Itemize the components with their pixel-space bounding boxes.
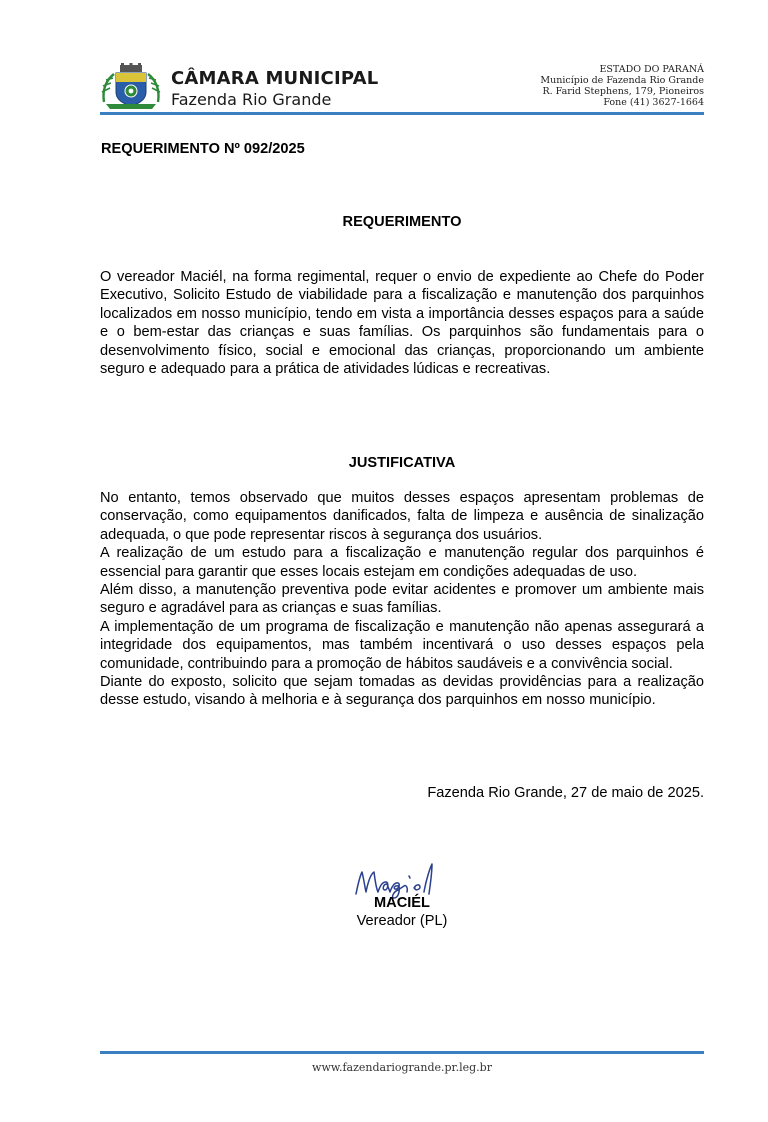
justification-paragraph: A implementação de um programa de fiscalização e manutenção não apenas assegurará a integridade dos equipamentos, mas também incentivará o uso desses espaços pela comunidade, contribuindo para a promoção de hábitos saudáveis e a convivência social.: [100, 618, 704, 672]
contact-phone: Fone (41) 3627-1664: [603, 97, 704, 108]
justification-paragraph: A realização de um estudo para a fiscalização e manutenção regular dos parquinhos é essencial para garantir que esses locais estejam em condições adequadas de uso.: [100, 545, 704, 580]
contact-municipality: Município de Fazenda Rio Grande: [540, 75, 704, 86]
brand-name: CÂMARA MUNICIPAL: [171, 68, 379, 89]
request-text: O vereador Maciél, na forma regimental, requer o envio de expediente ao Chefe do Poder Executivo, Solicito Estudo de viabilidade para a fiscalização e manutenção dos parquinhos localizados em nosso município, tendo em vista a importância desses espaços para a saúde e o bem-estar das crianças e suas famílias. Os parquinhos são fundamentais para o desenvolvimento físico, social e emocional das crianças, proporcionando um ambiente seguro e adequado para a prática de atividades lúdicas e recreativas.: [100, 269, 704, 378]
justification-paragraph: No entanto, temos observado que muitos desses espaços apresentam problemas de conservação, como equipamentos danificados, falta de limpeza e ausência de sinalização adequada, o que pode representar riscos à segurança dos usuários.: [100, 490, 704, 543]
handwritten-signature: [352, 858, 452, 900]
footer-divider: [100, 1051, 704, 1054]
justification-paragraph: Diante do exposto, solicito que sejam tomadas as devidas providências para a realização desse estudo, visando à melhoria e à segurança dos parquinhos em nosso município.: [100, 674, 704, 709]
date-line: Fazenda Rio Grande, 27 de maio de 2025.: [427, 785, 704, 801]
justification-paragraph: Além disso, a manutenção preventiva pode evitar acidentes e promover um ambiente mais seguro e agradável para as crianças e suas famílias.: [100, 582, 704, 617]
header-divider: [100, 112, 704, 115]
contact-address: R. Farid Stephens, 179, Pioneiros: [542, 86, 704, 97]
contact-block: [444, 64, 704, 108]
document-number: REQUERIMENTO Nº 092/2025: [101, 141, 305, 157]
signer-name: MACIÉL: [374, 895, 430, 911]
contact-state: ESTADO DO PARANÁ: [599, 64, 704, 75]
heading-requerimento: REQUERIMENTO: [342, 214, 462, 230]
request-paragraph: [100, 268, 704, 378]
justification-body: [100, 489, 704, 710]
signer-role: Vereador (PL): [356, 913, 448, 929]
footer-website: www.fazendariogrande.pr.leg.br: [312, 1061, 492, 1074]
chamber-logo: [100, 62, 162, 110]
heading-justificativa: JUSTIFICATIVA: [348, 455, 456, 471]
brand-subtitle: Fazenda Rio Grande: [171, 90, 332, 109]
